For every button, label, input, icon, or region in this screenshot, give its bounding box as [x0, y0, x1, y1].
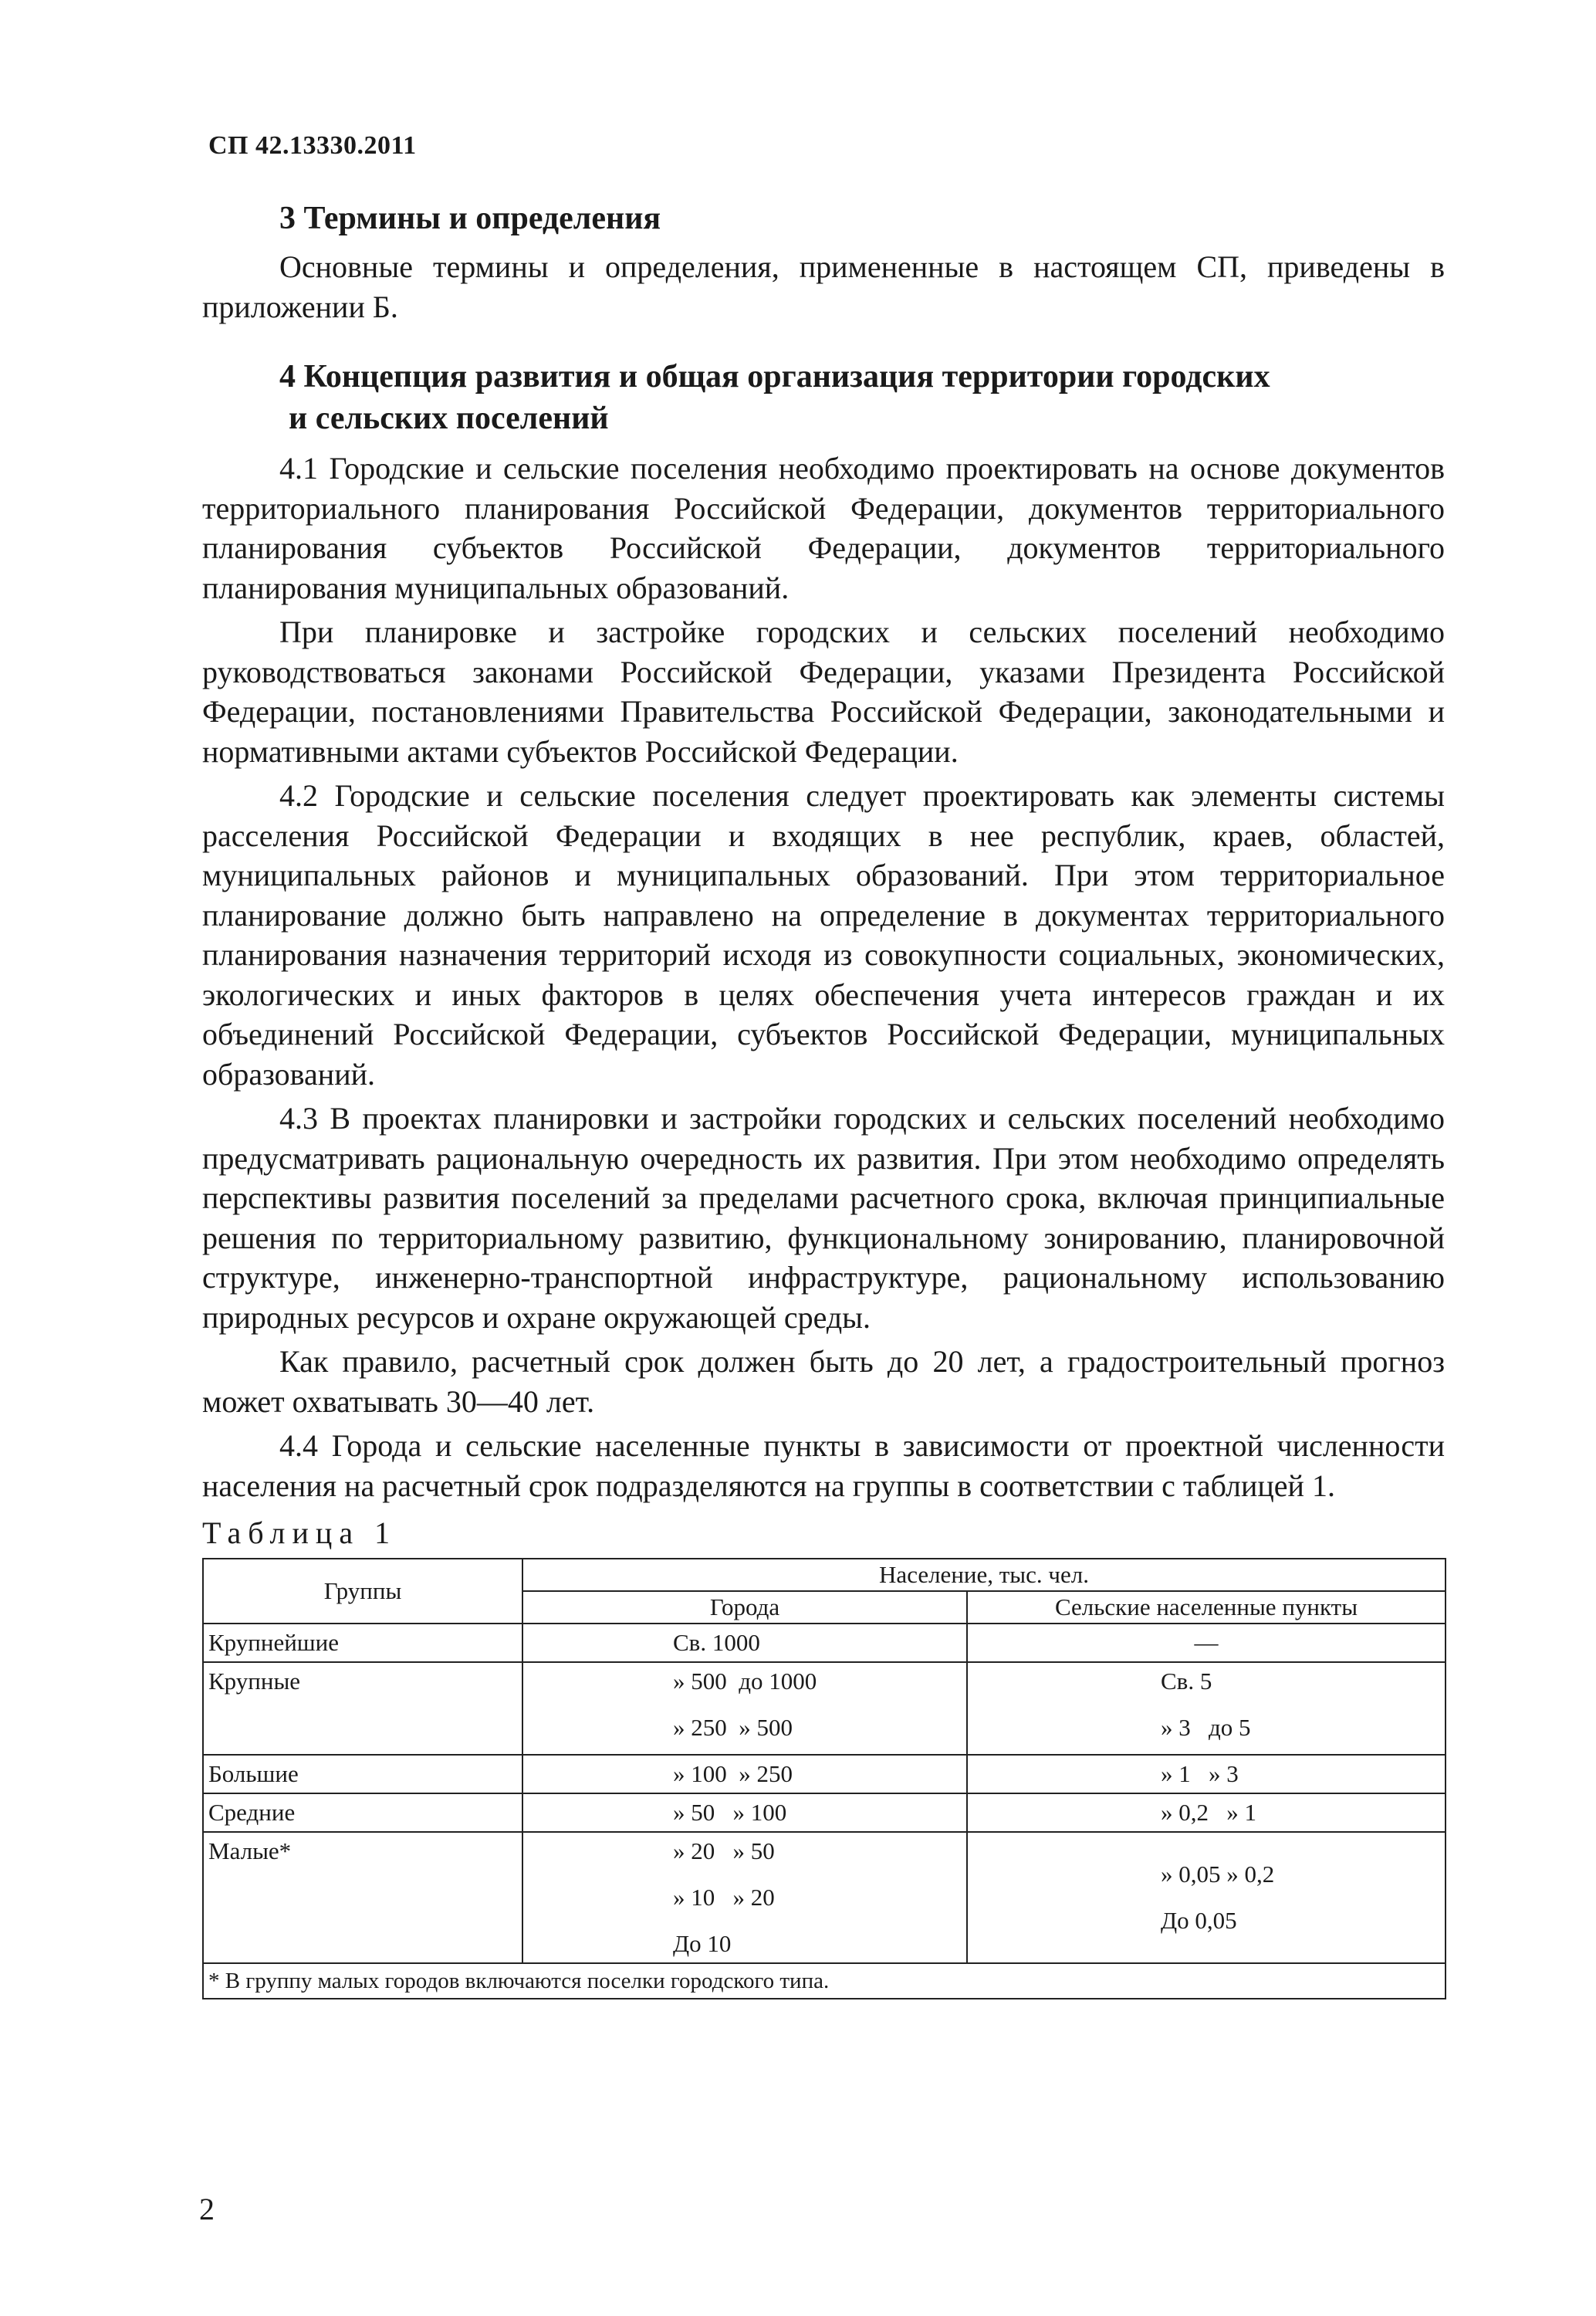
header-groups: Группы	[203, 1559, 522, 1624]
header-cities: Города	[522, 1591, 967, 1624]
rural-value: » 0,05 » 0,2	[1161, 1860, 1275, 1888]
cities-cell	[522, 1793, 967, 1832]
group-cell: Крупные	[203, 1662, 522, 1755]
paragraph-4-2: 4.2 Городские и сельские поселения следует проектировать как элементы системы расселения Российской Федерации и входящих в нее республик, краев, областей, муниципальных районов и муниципальных образований. При этом территориальное планирование должно быть направлено на определение в документах территориального планирования назначения территорий исходя из совокупности социальных, экономических, экологических и иных факторов в целях обеспечения учета интересов граждан и их объединений Российской Федерации, субъектов Российской Федерации, муниципальных образований.	[202, 778, 1445, 1092]
header-rural: Сельские населенные пункты	[967, 1591, 1446, 1624]
section-4-title-line1: 4 Концепция развития и общая организация территории городских	[279, 359, 1270, 394]
cities-value: » 50 » 100	[673, 1798, 787, 1826]
section-3-title: 3 Термины и определения	[279, 201, 661, 236]
group-cell: Малые*	[203, 1832, 522, 1963]
paragraph-4-1-continued: При планировке и застройке городских и сельских поселений необходимо руководствоваться законами Российской Федерации, указами Президента Российской Федерации, постановлениями Правительства Российской Федерации, законодательными и нормативными актами субъектов Российской Федерации.	[202, 615, 1445, 769]
page-number: 2	[199, 2192, 215, 2226]
table-row	[203, 1755, 1446, 1793]
table-caption: Таблица 1	[202, 1515, 397, 1550]
cities-cell	[522, 1832, 967, 1963]
cities-value: » 20 » 50	[673, 1837, 775, 1864]
rural-value: Св. 5	[1161, 1667, 1212, 1695]
rural-cell	[967, 1755, 1446, 1793]
group-cell: Большие	[203, 1755, 522, 1793]
table-body	[203, 1624, 1446, 1963]
table-row	[203, 1832, 1446, 1963]
document-body	[202, 193, 1445, 1999]
table-footnote: * В группу малых городов включаются поселки городского типа.	[203, 1963, 1446, 1999]
paragraph-4-3-continued: Как правило, расчетный срок должен быть до 20 лет, а градостроительный прогноз может охватывать 30—40 лет.	[202, 1344, 1445, 1419]
table-row	[203, 1793, 1446, 1832]
rural-cell	[967, 1793, 1446, 1832]
section-3-paragraph: Основные термины и определения, примененные в настоящем СП, приведены в приложении Б.	[202, 249, 1445, 324]
rural-value: » 1 » 3	[1161, 1759, 1239, 1787]
rural-value: До 0,05	[1161, 1906, 1237, 1934]
paragraph-4-4: 4.4 Города и сельские населенные пункты в зависимости от проектной численности населения на расчетный срок подразделяются на группы в соответствии с таблицей 1.	[202, 1428, 1445, 1503]
cities-value: Св. 1000	[673, 1628, 760, 1656]
cities-value: » 250 » 500	[673, 1713, 793, 1741]
cities-value: » 500 до 1000	[673, 1667, 817, 1695]
section-4-title-line2: и сельских поселений	[289, 401, 609, 436]
table-row	[203, 1662, 1446, 1755]
section-4-title	[202, 356, 1445, 439]
cities-cell	[522, 1755, 967, 1793]
group-cell: Крупнейшие	[203, 1624, 522, 1662]
rural-value: —	[1194, 1628, 1219, 1656]
rural-value: » 3 до 5	[1161, 1713, 1251, 1741]
rural-cell	[967, 1662, 1446, 1755]
cities-cell	[522, 1624, 967, 1662]
rural-cell	[967, 1624, 1446, 1662]
cities-value: До 10	[673, 1929, 732, 1957]
group-cell: Средние	[203, 1793, 522, 1832]
cities-value: » 10 » 20	[673, 1883, 775, 1911]
document-code: СП 42.13330.2011	[208, 131, 417, 160]
settlement-groups-table	[202, 1558, 1446, 1999]
rural-value: » 0,2 » 1	[1161, 1798, 1256, 1826]
cities-value: » 100 » 250	[673, 1759, 793, 1787]
table-row	[203, 1624, 1446, 1662]
header-population: Население, тыс. чел.	[522, 1559, 1446, 1591]
rural-cell	[967, 1832, 1446, 1963]
paragraph-4-3: 4.3 В проектах планировки и застройки городских и сельских поселений необходимо предусматривать рациональную очередность их развития. При этом необходимо определять перспективы развития поселений за пределами расчетного срока, включая принципиальные решения по территориальному развитию, функциональному зонированию, планировочной структуре, инженерно-транспортной инфраструктуре, рациональному использованию природных ресурсов и охране окружающей среды.	[202, 1101, 1445, 1335]
paragraph-4-1: 4.1 Городские и сельские поселения необходимо проектировать на основе документов территориального планирования Российской Федерации, документов территориального планирования субъектов Российской Федерации, документов территориального планирования муниципальных образований.	[202, 451, 1445, 605]
cities-cell	[522, 1662, 967, 1755]
